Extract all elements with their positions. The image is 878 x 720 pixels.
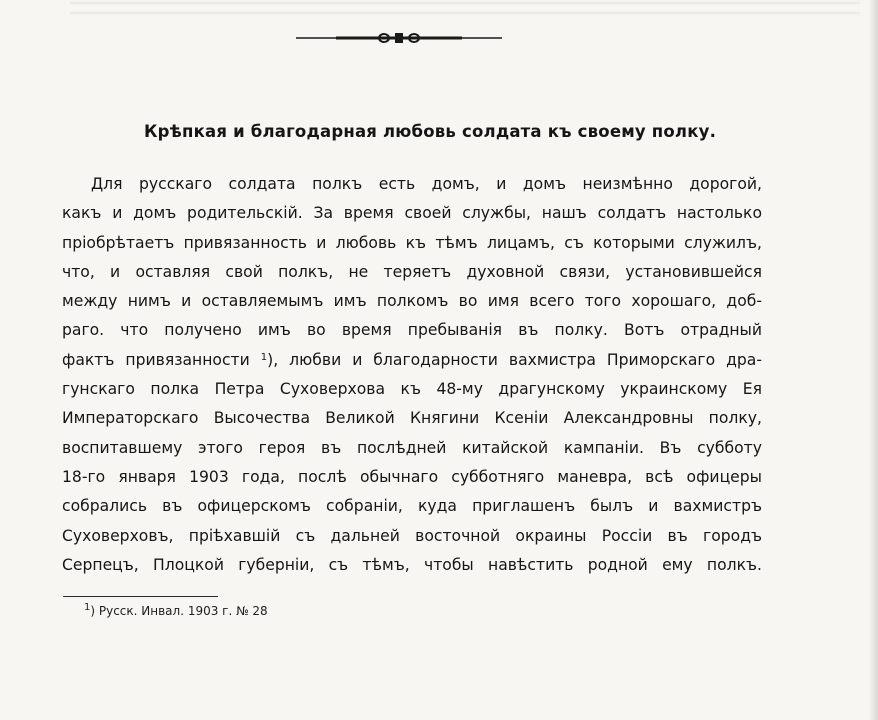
paragraph-line-with-footnote-ref	[62, 346, 762, 375]
paragraph-line: Суховерховъ, пріѣхавшій съ дальней восточной окраины Россіи въ городъ	[62, 526, 762, 545]
footnote-text: ) Русск. Инвал. 1903 г. № 28	[90, 604, 268, 618]
paragraph-line: между нимъ и оставляемымъ имъ полкомъ во имя всего того хорошаго, доб-	[62, 292, 762, 311]
paragraph-line: собрались въ офицерскомъ собраніи, куда приглашенъ былъ и вахмистръ	[62, 497, 762, 516]
main-paragraph	[62, 170, 762, 580]
footnote	[84, 604, 268, 618]
ornament-divider-icon	[296, 32, 502, 44]
footnote-ref-marker[interactable]: 1	[260, 351, 268, 363]
footnote-ref-after: ), любви и благодарности вахмистра Приморскаго дра-	[267, 350, 762, 369]
paragraph-line: гунскаго полка Петра Суховерхова къ 48-му драгунскому украинскому Ея	[62, 380, 762, 399]
paragraph-line: пріобрѣтаетъ привязанность и любовь къ тѣмъ лицамъ, съ которыми служилъ,	[62, 233, 762, 252]
footnote-divider	[63, 596, 218, 597]
footnote-marker: 1	[84, 602, 91, 613]
page-edge-shadow	[870, 0, 878, 720]
paragraph-line: какъ и домъ родительскій. За время своей службы, нашъ солдатъ настолько	[62, 204, 762, 223]
bleed-through-text	[70, 2, 860, 22]
paragraph-line: что, и оставляя свой полкъ, не теряетъ духовной связи, установившейся	[62, 262, 762, 281]
paragraph-line: воспитавшему этого героя въ послѣдней китайской кампаніи. Въ субботу	[62, 438, 762, 457]
paragraph-line: Для русскаго солдата полкъ есть домъ, и домъ неизмѣнно дорогой,	[91, 175, 762, 193]
paragraph-line: 18-го января 1903 года, послѣ обычнаго субботняго маневра, всѣ офицеры	[62, 467, 762, 486]
footnote-ref-before: фактъ привязанности	[62, 350, 250, 369]
paragraph-line: Императорскаго Высочества Великой Княгини Ксеніи Александровны полку,	[62, 409, 762, 428]
page-heading: Крѣпкая и благодарная любовь солдата къ своему полку.	[143, 122, 717, 141]
paragraph-line: раго. что получено имъ во время пребыванія въ полку. Вотъ отрадный	[62, 321, 762, 340]
paragraph-line: Серпецъ, Плоцкой губерніи, съ тѣмъ, чтобы навѣстить родной ему полкъ.	[62, 555, 762, 574]
